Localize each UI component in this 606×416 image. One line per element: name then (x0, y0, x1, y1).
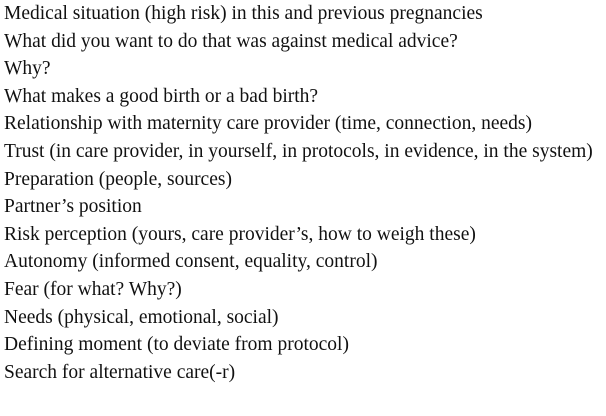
topic-item-alternative-care: Search for alternative care(-r) (4, 361, 236, 383)
topic-item-trust: Trust (in care provider, in yourself, in protocols, in evidence, in the system) (4, 140, 593, 162)
topic-item-needs: Needs (physical, emotional, social) (4, 306, 279, 328)
topic-item-medical-situation: Medical situation (high risk) in this and previous pregnancies (4, 3, 483, 24)
topic-item-preparation: Preparation (people, sources) (4, 168, 232, 190)
topic-item-relationship: Relationship with maternity care provider (time, connection, needs) (4, 113, 532, 135)
topic-item-partner-position: Partner’s position (4, 196, 142, 218)
topic-item-risk-perception: Risk perception (yours, care provider’s, how to weigh these) (4, 223, 476, 245)
interview-topic-list (4, 0, 606, 386)
topic-item-fear: Fear (for what? Why?) (4, 278, 182, 300)
topic-item-why: Why? (4, 58, 51, 80)
topic-item-defining-moment: Defining moment (to deviate from protocol) (4, 334, 349, 356)
topic-item-good-bad-birth: What makes a good birth or a bad birth? (4, 85, 319, 107)
topic-item-against-advice: What did you want to do that was against medical advice? (4, 30, 458, 52)
topic-item-autonomy: Autonomy (informed consent, equality, control) (4, 251, 378, 273)
